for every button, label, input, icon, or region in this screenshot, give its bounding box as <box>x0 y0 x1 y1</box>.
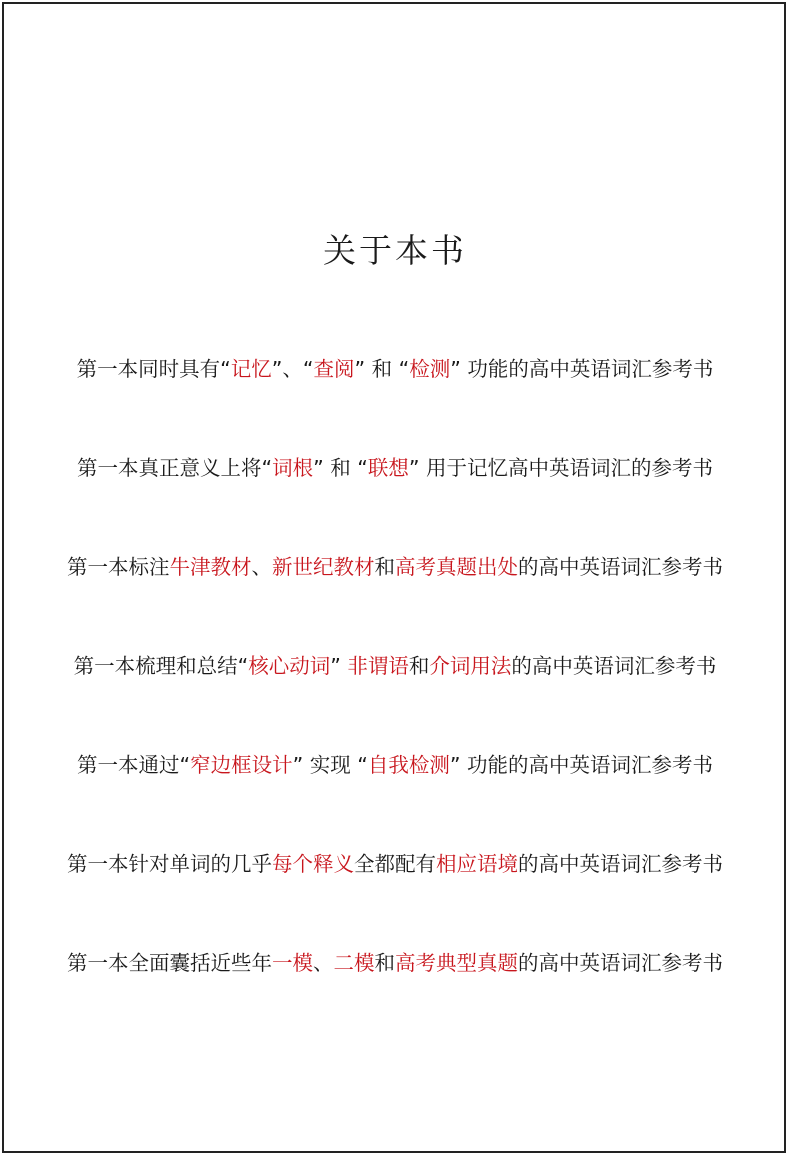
body-text: ” 用于记忆高中英语词汇的参考书 <box>408 456 714 480</box>
highlight-text: 核心动词 <box>248 654 331 678</box>
body-text: 的高中英语词汇参考书 <box>518 852 723 876</box>
highlight-text: 高考典型真题 <box>395 951 518 975</box>
body-text: 第一本梳理和总结“ <box>73 654 249 678</box>
body-text: 第一本同时具有“ <box>76 357 231 381</box>
body-text: 第一本针对单词的几乎 <box>67 852 272 876</box>
body-text: 和 <box>408 654 430 678</box>
claim-line-6 <box>0 850 790 878</box>
claim-line-2 <box>0 454 790 482</box>
highlight-text: 非谓语 <box>347 654 409 678</box>
page-title: 关于本书 <box>323 231 467 271</box>
body-text: ” 实现 “ <box>292 753 368 777</box>
body-text: 和 <box>374 951 395 975</box>
claim-line-4 <box>0 652 790 680</box>
highlight-text: 自我检测 <box>367 753 450 777</box>
highlight-text: 相应语境 <box>436 852 518 876</box>
body-text: 和 <box>374 555 395 579</box>
body-text: 全都配有 <box>354 852 436 876</box>
body-text: 第一本全面囊括近些年 <box>67 951 272 975</box>
body-text: ”、“ <box>271 357 314 381</box>
claim-line-5 <box>0 751 790 779</box>
body-text: 的高中英语词汇参考书 <box>518 555 723 579</box>
body-text: 第一本真正意义上将“ <box>76 456 273 480</box>
body-text: 第一本通过“ <box>76 753 191 777</box>
highlight-text: 新世纪教材 <box>272 555 375 579</box>
body-text: 第一本标注 <box>67 555 170 579</box>
highlight-text: 联想 <box>367 456 409 480</box>
highlight-text: 窄边框设计 <box>190 753 293 777</box>
highlight-text: 检测 <box>409 357 451 381</box>
body-text: 的高中英语词汇参考书 <box>518 951 723 975</box>
highlight-text: 介词用法 <box>429 654 512 678</box>
body-text: 、 <box>251 555 272 579</box>
body-text: ” 和 “ <box>313 456 368 480</box>
highlight-text: 查阅 <box>313 357 355 381</box>
highlight-text: 每个释义 <box>272 852 354 876</box>
highlight-text: 二模 <box>333 951 375 975</box>
body-text: ” <box>330 654 348 678</box>
highlight-text: 牛津教材 <box>169 555 252 579</box>
body-text: ” 和 “ <box>354 357 410 381</box>
highlight-text: 词根 <box>272 456 314 480</box>
highlight-text: 一模 <box>272 951 313 975</box>
body-text: 的高中英语词汇参考书 <box>511 654 717 678</box>
claim-line-7 <box>0 949 790 977</box>
body-text: ” 功能的高中英语词汇参考书 <box>450 357 714 381</box>
body-text: 、 <box>313 951 334 975</box>
highlight-text: 记忆 <box>230 357 272 381</box>
claim-line-1 <box>0 355 790 383</box>
body-text: ” 功能的高中英语词汇参考书 <box>449 753 714 777</box>
highlight-text: 高考真题出处 <box>395 555 518 579</box>
claim-line-3 <box>0 553 790 581</box>
